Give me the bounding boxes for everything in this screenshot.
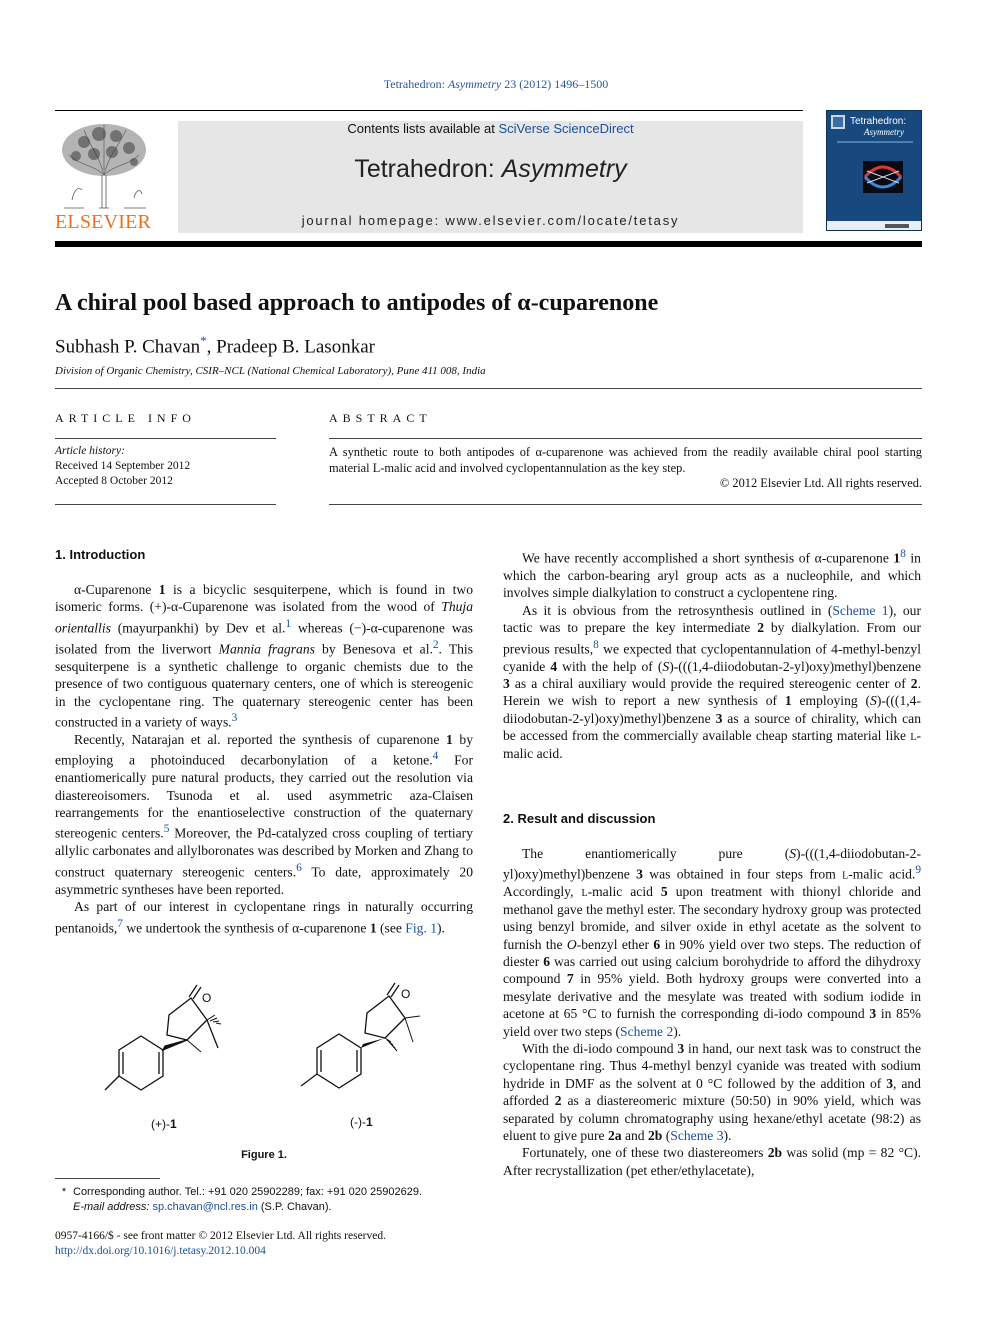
journal-homepage [178,213,803,228]
carbonyl-oxygen-a: O [202,991,212,1005]
history-label: Article history: [55,445,125,457]
received-date: Received 14 September 2012 [55,460,191,472]
results-body [503,845,921,1179]
footnote-rule [55,1178,160,1179]
intro-paragraph-2: Recently, Natarajan et al. reported the synthesis of cuparenone 1 by employing a photoinduced decarbonylation of a ketone.$^4$ For enantiomerically pure natural products, they carried out the resolution via diastereoisomers. Tsunoda et al. used asymmetric aza-Claisen rearrangements for the enantioselective construction of the quaternary stereogenic centers.$^5$ Moreover, the Pd-catalyzed cross coupling of tertiary allylic carbonates and allylboronates was described by Morken and Zhang to construct quaternary stereogenic centers.$^6$ To date, approximately 20 asymmetric syntheses have been reported. [55,731,473,897]
article-info-heading: ARTICLE INFO [55,411,196,425]
compound-label-minus-prefix: (-)- [350,1115,366,1129]
email-suffix: (S.P. Chavan). [257,1201,332,1213]
intro-paragraph-3: As part of our interest in cyclopentane rings in naturally occurring pentanoids,$^7$ we undertook the synthesis of α-cuparenone 1 (see Fig. 1). [55,899,473,936]
footnote-contact-line [55,1185,473,1200]
journal-citation[interactable] [0,77,992,92]
abstract-text: A synthetic route to both antipodes of α-cuparenone was achieved from the readily available chiral pool starting material L-malic acid and involved cyclopentannulation as the key step. [329,445,922,475]
journal-name [178,155,803,184]
compound-label-plus [151,1117,177,1131]
corresponding-author-mark[interactable]: * [200,333,207,348]
citation-prefix: Tetrahedron: [383,77,448,91]
doi-link[interactable]: http://dx.doi.org/10.1016/j.tetasy.2012.10.004 [55,1245,266,1257]
compound-label-plus-prefix: (+)- [151,1117,170,1131]
compound-label-minus [350,1115,373,1129]
minus-cuparenone-structure [301,983,405,1088]
abstract-rule-bottom [329,504,922,505]
article-info-rule-bottom [55,504,276,505]
intro-paragraph-1: α-Cuparenone 1 is a bicyclic sesquiterpene, which is found in two isomeric forms. (+)-α-Cuparenone was isolated from the wood of Thuja orientallis (mayurpankhi) by Dev et al.$^1$ whereas (−)-α-cuparenone was isolated from the liverwort Mannia fragrans by Benesova et al.$^2$. This sesquiterpene is a synthetic challenge to organic chemists due to the presence of two contiguous quaternary centers, one of which is stereogenic in the cyclopentane ring. The quaternary stereogenic center has been constructed in a variety of ways.$^3$ [55,582,474,730]
journal-name-plain: Tetrahedron: [354,155,502,183]
introduction-body [55,581,473,936]
citation-suffix: 23 (2012) 1496–1500 [501,77,609,91]
cover-title: Tetrahedron: [850,116,907,127]
header-top-rule [55,110,803,111]
abstract-heading: ABSTRACT [329,411,432,425]
results-paragraph-1: The enantiomerically pure (S)-(((1,4-diiodobutan-2-yl)oxy)methyl)benzene 3 was obtained in four steps from l-malic acid.$^9$ Accordingly, l-malic acid 5 upon treatment with thionyl chloride and methanol gave the methyl ester. The secondary hydroxy group was protected using benzyl bromide, and silver oxide in ethyl acetate as the solvent to furnish the O-benzyl ether 6 in 90% yield over two steps. The reduction of diester 6 was carried out using calcium borohydride to afford the dihydroxy compound 7 in 95% yield. Both hydroxy groups were converted into a mesylate derivative and the mesylate was treated with sodium iodide in acetone at 65 °C to furnish the corresponding di-iodo compound 3 in 85% yield over two steps (Scheme 2). [503,846,922,1039]
figure-1-structures [55,980,473,1140]
email-label: E-mail address: [73,1201,153,1213]
carbonyl-oxygen-b: O [401,987,411,1001]
header-thick-rule [55,241,922,247]
results-heading: 2. Result and discussion [503,811,656,826]
footnote-email-line [55,1200,473,1215]
abstract-copyright: © 2012 Elsevier Ltd. All rights reserved. [719,476,922,490]
affiliation: Division of Organic Chemistry, CSIR–NCL (National Chemical Laboratory), Pune 411 008, India [55,365,486,377]
introduction-heading: 1. Introduction [55,547,146,562]
results-paragraph-3: Fortunately, one of these two diastereomers 2b was solid (mp = 82 °C). After recrystallization (pet ether/ethylacetate), [503,1145,921,1178]
issn-line: 0957-4166/$ - see front matter © 2012 Elsevier Ltd. All rights reserved. [55,1230,386,1242]
elsevier-tree-logo-icon [54,120,154,212]
homepage-prefix: journal homepage: [301,213,446,228]
front-matter [55,1229,386,1259]
author-email-link[interactable]: sp.chavan@ncl.res.in [152,1201,258,1213]
author-list [55,333,375,358]
article-history [55,444,190,489]
sciencedirect-link[interactable]: SciVerse ScienceDirect [498,121,634,136]
compound-label-plus-number: 1 [170,1117,177,1131]
article-info-rule-top [55,438,276,439]
intro-paragraph-4: We have recently accomplished a short synthesis of α-cuparenone $1^8$ in which the carbon-bearing aryl group acts as a nucleophile, and which involves simple dialkylation to construct a cyclopentene ring. [503,548,921,601]
compound-label-minus-number: 1 [365,1115,373,1129]
accepted-date: Accepted 8 October 2012 [55,475,173,487]
homepage-url-link[interactable]: www.elsevier.com/locate/tetasy [445,213,680,228]
article-title: A chiral pool based approach to antipodes of α-cuparenone [55,290,659,316]
author-separator: , [206,336,217,358]
plus-cuparenone-structure [99,985,218,1098]
results-paragraph-2: With the di-iodo compound 3 in hand, our next task was to construct the cyclopentane ring. Thus 4-methyl benzyl cyanide was treated with sodium hydride in DMF as the solvent at 0 °C followed by the addition of 3, and afforded 2 as a diastereomeric mixture (50:50) in 90% yield, which was separated by column chromatography using hexane/ethyl acetate (98:2) as eluent to give pure 2a and 2b (Scheme 3). [503,1041,921,1144]
minus-wedge-bond [361,1038,385,1048]
introduction-body-continued [503,546,921,762]
author-chavan: Subhash P. Chavan [55,336,201,358]
figure-caption: Figure 1. [241,1149,287,1161]
citation-journal: Asymmetry [447,77,502,91]
corresponding-author-footnote [55,1185,473,1215]
journal-name-italic: Asymmetry [501,155,627,183]
elsevier-wordmark: ELSEVIER [55,211,152,233]
plus-cuparenone-methyls [187,1015,221,1052]
cover-subtitle: Asymmetry [864,127,904,137]
author-lasonkar: Pradeep B. Lasonkar [216,336,375,358]
affiliation-rule [55,388,922,389]
contents-prefix: Contents lists available at [347,121,499,136]
contents-line [178,121,803,136]
footnote-star: * [61,1186,67,1198]
intro-paragraph-5: As it is obvious from the retrosynthesis outlined in (Scheme 1), our tactic was to prepare the key intermediate 2 by dialkylation. From our previous results,$^8$ we expected that cyclopentannulation of 4-methyl-benzyl cyanide 4 with the help of (S)-(((1,4-diiodobutan-2-yl)oxy)methyl)benzene 3 as a chiral auxiliary would provide the required stereogenic center of 2. Herein we wish to report a new synthesis of 1 employing (S)-(((1,4-diiodobutan-2-yl)oxy)methyl)benzene 3 as a source of chirality, which can be accessed from the commercially available cheap starting material like l-malic acid. [503,602,922,761]
abstract-rule-top [329,438,922,439]
footnote-contact: Corresponding author. Tel.: +91 020 25902289; fax: +91 020 25902629. [73,1186,423,1198]
